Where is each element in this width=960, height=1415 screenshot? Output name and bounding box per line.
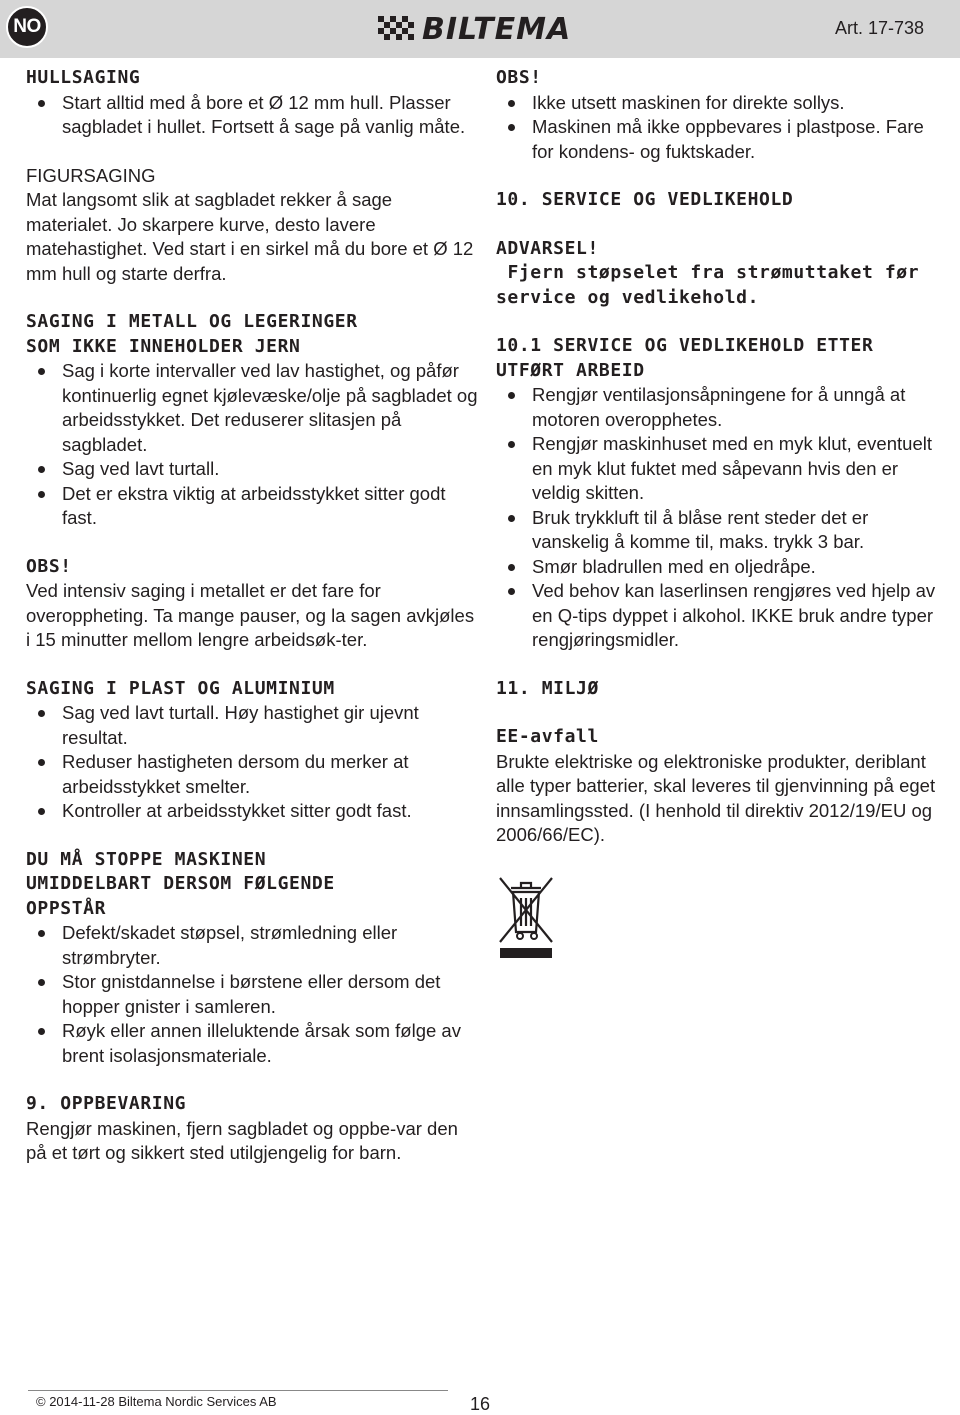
list-item: Maskinen må ikke oppbevares i plastpose. Fare for kondens- og fuktskader.: [496, 115, 946, 164]
section-metall: [26, 310, 481, 531]
figursaging-text: Mat langsomt slik at sagbladet rekker å sage materialet. Jo skarpere kurve, desto lavere matehastighet. Ved start i en sirkel må du bore et Ø 12 mm hull og starte derfra.: [26, 189, 474, 284]
service-etter-list: [496, 383, 946, 653]
list-item: Sag ved lavt turtall. Høy hastighet gir ujevnt resultat.: [26, 701, 481, 750]
list-item: Reduser hastigheten dersom du merker at arbeidsstykket smelter.: [26, 750, 481, 799]
article-number: Art. 17-738: [834, 18, 924, 38]
page-header: [0, 0, 960, 58]
heading-service: 10. SERVICE OG VEDLIKEHOLD: [496, 189, 794, 210]
brand-name: BILTEMA: [422, 11, 572, 47]
heading-oppbevaring: 9. OPPBEVARING: [26, 1093, 187, 1114]
obs-list: [496, 91, 946, 165]
hullsaging-list: [26, 91, 481, 140]
warning-text: Fjern støpselet fra strømuttaket før service og vedlikehold.: [496, 262, 931, 308]
heading-stoppe-line2: UMIDDELBART DERSOM FØLGENDE: [26, 873, 335, 894]
heading-service-etter-line2: UTFØRT ARBEID: [496, 359, 645, 381]
right-column: [496, 66, 946, 966]
heading-stoppe-line1: DU MÅ STOPPE MASKINEN: [26, 848, 267, 870]
list-item: Rengjør maskinhuset med en myk klut, eventuelt en myk klut fuktet med såpevann hvis den er veldig skitten.: [496, 432, 946, 506]
subheading-ee-avfall: EE-avfall: [496, 726, 599, 747]
footer-copyright: © 2014-11-28 Biltema Nordic Services AB: [36, 1394, 277, 1409]
language-badge: NO: [6, 6, 48, 48]
weee-symbol: [496, 870, 946, 967]
heading-hullsaging: HULLSAGING: [26, 67, 141, 88]
heading-service-etter-line1: 10.1 SERVICE OG VEDLIKEHOLD ETTER: [496, 335, 874, 356]
list-item: Smør bladrullen med en oljedråpe.: [496, 555, 946, 580]
heading-stoppe-line3: OPPSTÅR: [26, 897, 107, 919]
crossed-out-bin-icon: [496, 870, 556, 960]
list-item: Røyk eller annen illeluktende årsak som følge av brent isolasjonsmateriale.: [26, 1019, 481, 1068]
heading-figursaging: FIGURSAGING: [26, 164, 156, 186]
list-item: Rengjør ventilasjonsåpningene for å unngå at motoren overopphetes.: [496, 383, 946, 432]
list-item: Kontroller at arbeidsstykket sitter godt fast.: [26, 799, 481, 824]
section-miljo: [496, 677, 946, 967]
heading-miljo: 11. MILJØ: [496, 677, 599, 699]
heading-metall-line2: SOM IKKE INNEHOLDER JERN: [26, 335, 301, 357]
heading-metall-line1: SAGING I METALL OG LEGERINGER: [26, 311, 358, 332]
checkered-flag-icon: [378, 16, 418, 42]
obs-text: Ved intensiv saging i metallet er det fare for overoppheting. Ta mange pauser, og la sagen avkjøles i 15 minutter mellom lengre arbeidsøk-ter.: [26, 580, 475, 650]
section-obs-left: [26, 555, 481, 653]
oppbevaring-text: Rengjør maskinen, fjern sagbladet og oppbe-var den på et tørt og sikkert sted utilgjengelig for barn.: [26, 1117, 458, 1163]
heading-obs: OBS!: [496, 67, 542, 88]
list-item: Det er ekstra viktig at arbeidsstykket sitter godt fast.: [26, 482, 481, 531]
left-column: [26, 66, 481, 1166]
warning-title: ADVARSEL!: [496, 237, 599, 259]
brand-logo: [378, 12, 571, 46]
section-service-etter: [496, 334, 946, 653]
section-plast: [26, 677, 481, 824]
list-item: Sag ved lavt turtall.: [26, 457, 481, 482]
heading-plast: SAGING I PLAST OG ALUMINIUM: [26, 677, 335, 699]
section-figursaging: [26, 164, 481, 287]
section-hullsaging: [26, 66, 481, 140]
footer-divider: [28, 1390, 448, 1391]
list-item: Ved behov kan laserlinsen rengjøres ved hjelp av en Q-tips dyppet i alkohol. IKKE bruk andre typer rengjøringsmidler.: [496, 579, 946, 653]
section-stoppe: [26, 848, 481, 1069]
list-item: Start alltid med å bore et Ø 12 mm hull. Plasser sagbladet i hullet. Fortsett å sage på vanlig måte.: [26, 91, 481, 140]
list-item: Bruk trykkluft til å blåse rent steder det er vanskelig å komme til, maks. trykk 3 bar.: [496, 506, 946, 555]
section-service: [496, 188, 946, 310]
section-obs-right: [496, 66, 946, 164]
list-item: Ikke utsett maskinen for direkte sollys.: [496, 91, 946, 116]
list-item: Sag i korte intervaller ved lav hastighet, og påfør kontinuerlig egnet kjølevæske/olje på sagbladet og arbeidsstykket. Det reduserer slitasjen på sagbladet.: [26, 359, 481, 457]
metall-list: [26, 359, 481, 531]
page-number: 16: [470, 1394, 491, 1414]
stoppe-list: [26, 921, 481, 1068]
list-item: Stor gnistdannelse i børstene eller dersom det hopper gnister i samleren.: [26, 970, 481, 1019]
plast-list: [26, 701, 481, 824]
list-item: Defekt/skadet støpsel, strømledning eller strømbryter.: [26, 921, 481, 970]
heading-obs: OBS!: [26, 555, 72, 577]
miljo-text: Brukte elektriske og elektroniske produkter, deriblant alle typer batterier, skal leveres til gjenvinning på eget innsamlingssted. (I henhold til direktiv 2012/19/EU og 2006/66/EC).: [496, 750, 936, 845]
section-oppbevaring: [26, 1092, 481, 1166]
